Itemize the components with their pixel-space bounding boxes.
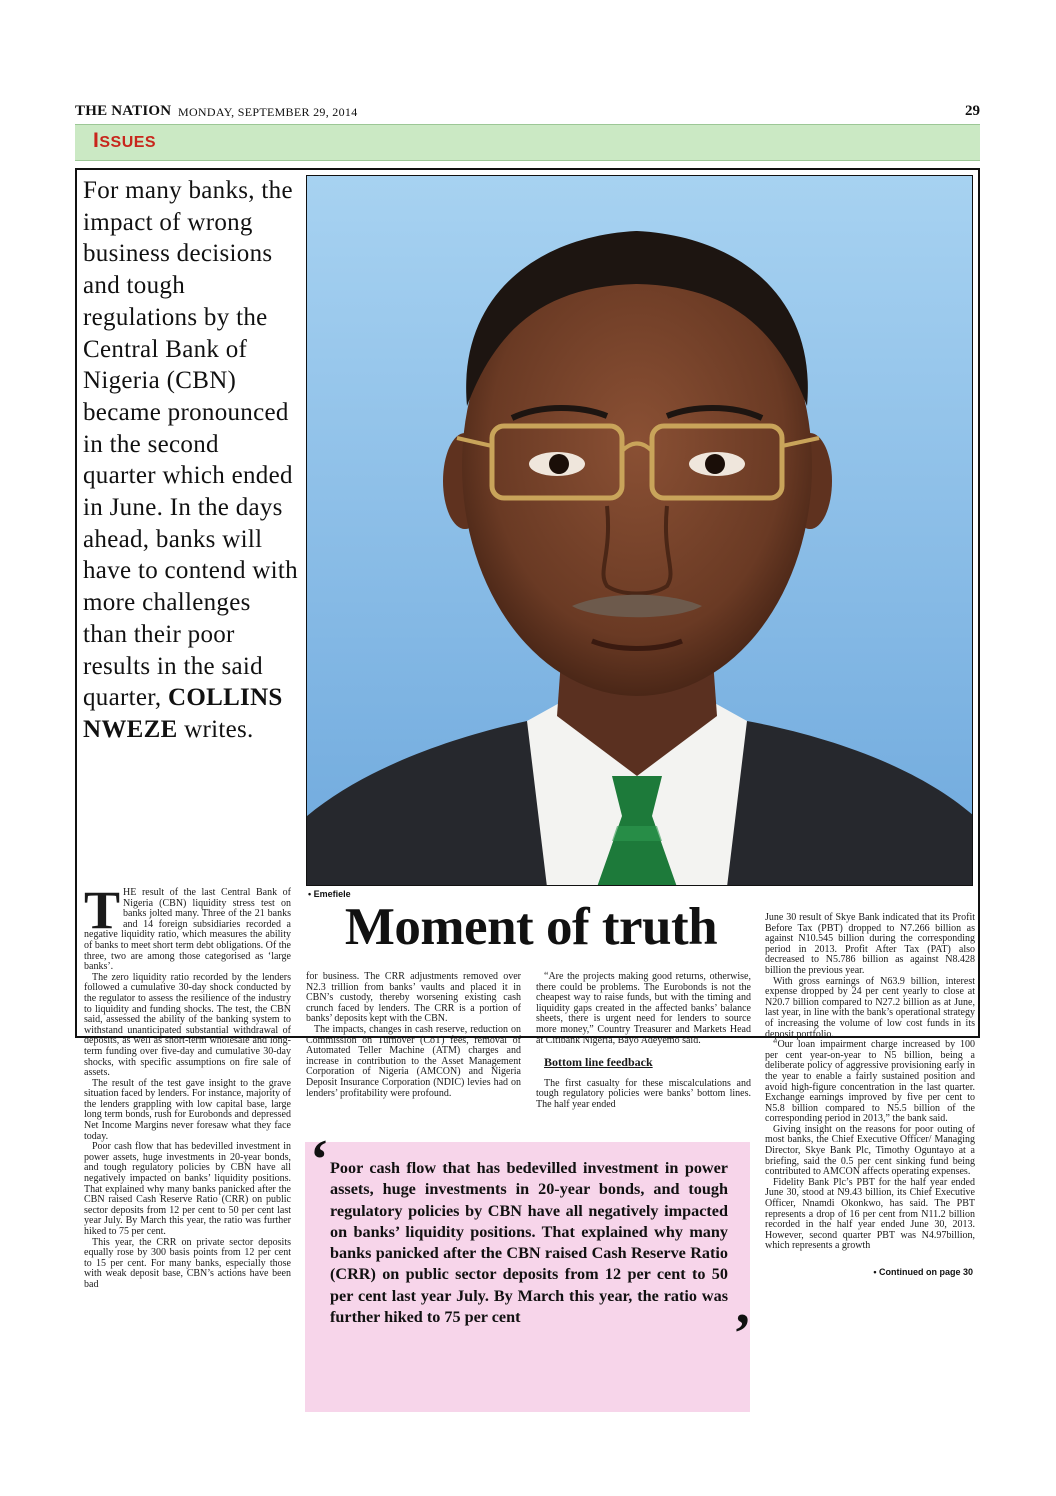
page-number: 29 bbox=[965, 103, 980, 119]
col1-paragraph: Poor cash flow that has bedevilled investment in power assets, huge investments in 20-year bonds, and tough regulatory policies by CBN have all negatively impacted on banks’ liquidity positions. That explained why many banks panicked after the CBN raised Cash Reserve Ratio (CRR) on public sector deposits from 12 per cent to 50 per cent last year July. By March this year, the ratio was further hiked to 75 per cent. bbox=[84, 1141, 291, 1237]
article-column-1 bbox=[84, 880, 291, 1291]
col4-paragraph: Giving insight on the reasons for poor outing of most banks, the Chief Executive Officer/ Managing Director, Skye Bank Plc, Timothy Oguntayo at a briefing, said the 0.5 per cent sinking fund being contributed to AMCON affects operating expenses. bbox=[765, 1123, 975, 1178]
col2-paragraph: for business. The CRR adjustments removed over N2.3 trillion from banks’ vaults and placed it in CBN’s custody, thereby worsening existing cash crunch faced by lenders. The CRR is a portion of banks’ deposits kept with the CBN. bbox=[306, 971, 521, 1025]
subheading: Bottom line feedback bbox=[544, 1055, 653, 1070]
masthead bbox=[75, 103, 980, 123]
drop-cap: T bbox=[84, 880, 121, 940]
col1-paragraph: The zero liquidity ratio recorded by the lenders followed a cumulative 30-day shock conducted by the regulator to assess the resilience of the industry to liquidity and funding shocks. The test, the CBN said, assessed the ability of the banking system to withstand unanticipated substantial withdrawal of deposits, as well as short-term wholesale and long-term funding over five-day and cumulative 30-day shocks, with specific assumptions on fire sale of assets. bbox=[84, 971, 291, 1079]
open-quote-mark: ‘ bbox=[310, 1129, 329, 1191]
portrait-photo bbox=[306, 175, 973, 886]
col1-paragraph: This year, the CRR on private sector deposits equally rose by 300 basis points from 12 per cent to 15 per cent. For many banks, especially those with weak deposit base, CBN’s actions have been bad bbox=[84, 1236, 291, 1290]
section-label bbox=[93, 129, 156, 153]
issue-date: MONDAY, SEPTEMBER 29, 2014 bbox=[178, 105, 358, 119]
headline: Moment of truth bbox=[344, 898, 718, 956]
continued-link[interactable]: • Continued on page 30 bbox=[873, 1267, 973, 1277]
intro-blurb bbox=[83, 175, 298, 746]
author-name: COLLINS NWEZE bbox=[83, 684, 283, 743]
intro-text: For many banks, the impact of wrong business decisions and tough regulations by the Central Bank of Nigeria (CBN) became pronounced in the second quarter which ended in June. In the days ahead, banks will have to contend with more challenges than their poor results in the said quarter, bbox=[83, 177, 298, 712]
photo-caption: • Emefiele bbox=[308, 889, 351, 899]
section-label-initial: I bbox=[93, 129, 100, 152]
portrait-illustration bbox=[307, 176, 973, 886]
article-column-4 bbox=[765, 913, 975, 1252]
col4-paragraph: “Our loan impairment charge increased by 100 per cent year-on-year to N5 billion, being a deliberate policy of aggressive provisioning early in the year to enable a fairly sustained position and avoid high-figure concentration in the last quarter. Exchange earnings improved by five per cent to N5.8 billion compared to N5.5 billion of the corresponding period in 2013,” the bank said. bbox=[765, 1039, 975, 1125]
intro-tail: writes. bbox=[177, 715, 254, 743]
col3-paragraph: “Are the projects making good returns, otherwise, there could be problems. The Eurobonds is not the cheapest way to raise funds, but with the timing and liquidity gaps created in the affected banks’ balance sheets, there is urgent need for lenders to source more money,” Country Treasurer and Markets Head at Citibank Nigeria, Bayo Adeyemo said. bbox=[536, 971, 751, 1046]
paper-name: THE NATION bbox=[75, 103, 172, 119]
article-column-3 bbox=[536, 972, 751, 1111]
close-quote-mark: ’ bbox=[733, 1303, 752, 1365]
col3-paragraph: The first casualty for these miscalculations and tough regulatory policies were banks’ bottom lines. The half year ended bbox=[536, 1077, 751, 1110]
article-column-2 bbox=[306, 972, 521, 1099]
col2-paragraph: The impacts, changes in cash reserve, reduction on Commission on Turnover (CoT) fees, removal of Automated Teller Machine (ATM) charges and increase in contribution to the Asset Management Corporation of Nigeria (AMCON) and Nigeria Deposit Insurance Corporation (NDIC) levies had on lenders’ profitability were profound. bbox=[306, 1023, 521, 1099]
col1-paragraph: HE result of the last Central Bank of Nigeria (CBN) liquidity stress test on banks jolted many. Three of the 21 banks and 14 foreign subsidiaries recorded a negative liquidity ratio, which measures the ability of banks to meet short term debt obligations. Of the three, two are among those categorised as ‘large banks’. bbox=[84, 887, 291, 973]
section-band bbox=[75, 124, 980, 161]
col4-paragraph: June 30 result of Skye Bank indicated that its Profit Before Tax (PBT) dropped to N7.266 billion as against N10.545 billion during the corresponding period in 2013. Profit After Tax (PAT) also decreased to N5.786 billion as against N8.428 billion the previous year. bbox=[765, 912, 975, 976]
section-label-rest: SSUES bbox=[99, 134, 157, 151]
col4-paragraph: Fidelity Bank Plc’s PBT for the half year ended June 30, stood at N9.43 billion, its Chief Executive Officer, Nnamdi Okonkwo, has said. The PBT represents a drop of 16 per cent from N11.2 billion recorded in the half year ended June 30, 2013. However, second quarter PBT was N4.97billion, which represents a growth bbox=[765, 1176, 975, 1252]
pull-quote-text: Poor cash flow that has bedevilled investment in power assets, huge investments in 20-year bonds, and tough regulatory policies by CBN have all negatively impacted on banks’ liquidity positions. That explained why many banks panicked after the CBN raised Cash Reserve Ratio (CRR) on public sector deposits from 12 per cent to 50 per cent last year July. By March this year, the ratio was further hiked to 75 per cent bbox=[330, 1159, 728, 1327]
col4-paragraph: With gross earnings of N63.9 billion, interest expense dropped by 24 per cent yearly to close at N20.7 billion compared to N27.2 billion as at June, last year, in line with the bank’s operational strategy of increasing the volume of low cost funds in its deposit portfolio. bbox=[765, 975, 975, 1040]
col1-paragraph: The result of the test gave insight to the grave situation faced by lenders. For instance, majority of the lenders grappling with low capital base, large long term bonds, rush for Eurobonds and depressed Net Income Margins never foresaw what they face today. bbox=[84, 1077, 291, 1142]
